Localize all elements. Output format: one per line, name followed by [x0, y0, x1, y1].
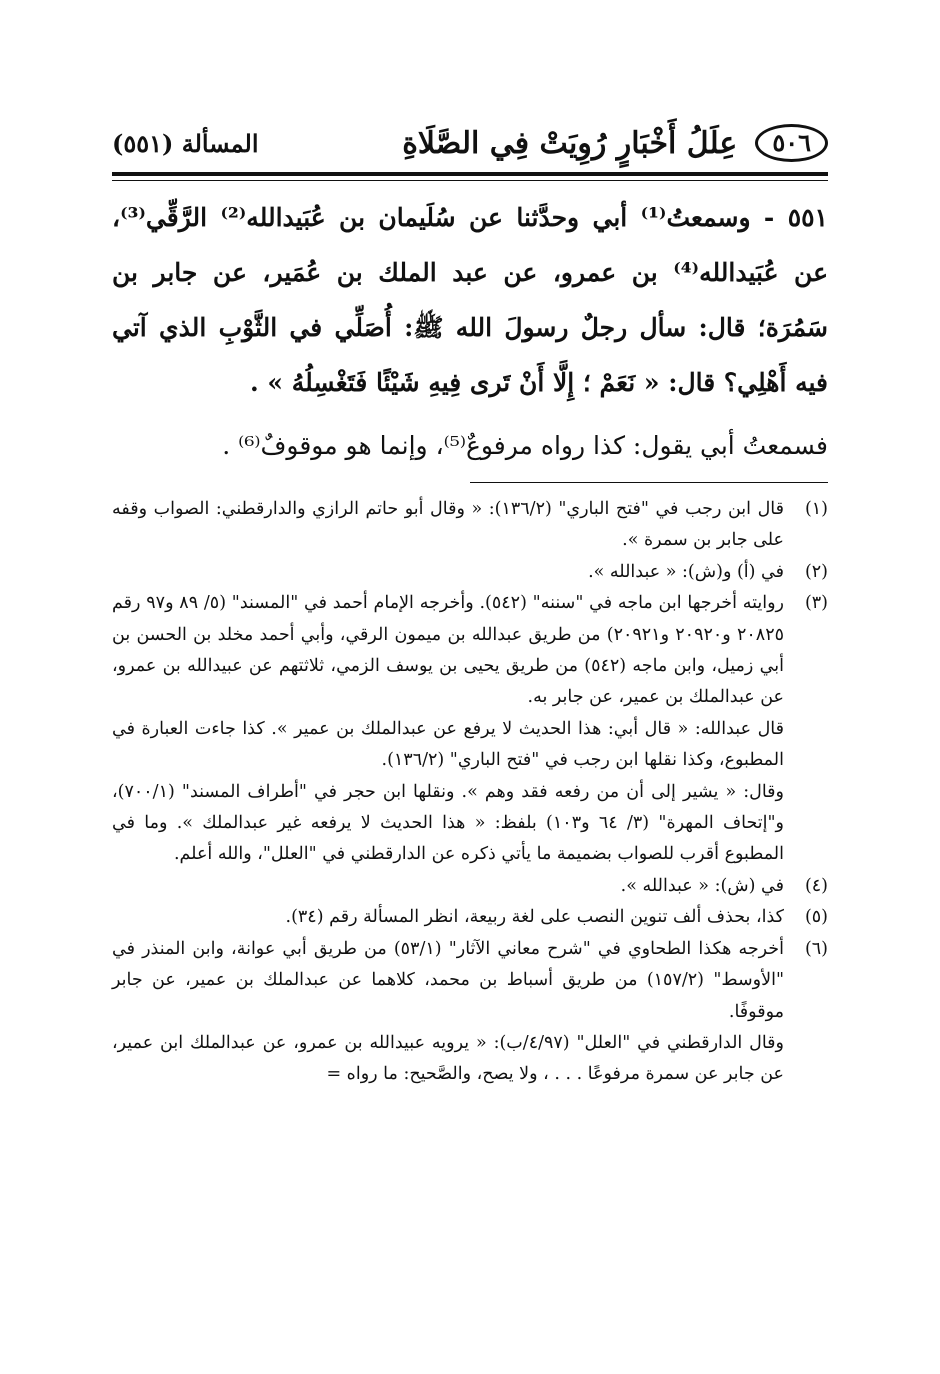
footnote-number: (٦): [804, 938, 828, 959]
footnote-number: (١): [804, 499, 828, 519]
footnote-text: في (ش): « عبدالله ».: [620, 875, 784, 896]
footnote-body: [112, 588, 784, 871]
footnote-6: [112, 934, 828, 1091]
book-title: عِلَلُ أَخْبَارٍ رُوِيَتْ فِي الصَّلَاةِ: [402, 125, 738, 161]
main-paragraph-1: ٥٥١ - وسمعتُ⁽¹⁾ أبي وحدَّثنا عن سُلَيمان بن عُبَيدالله⁽²⁾ الرَّقِّي⁽³⁾، عن عُبَيدالله⁽⁴⁾ بن عمرو، عن عبد الملك بن عُمَير، عن جابر بن سَمُرَة؛ قال: سأل رجلٌ رسولَ الله ﷺ: أُصَلِّي في الثَّوْبِ الذي آتي فيه أَهْلِي؟ قال: « نَعَمْ ؛ إِلَّا أَنْ تَرى فِيهِ شَيْئًا فَتَغْسِلُهُ » .: [112, 203, 828, 397]
footnote-text: وقال: « يشير إلى أن من رفعه فقد وهم ». ونقلها ابن حجر في "أطراف المسند" (٧٠٠/١)، و"إتحاف المهرة" (٣/ ٦٤ و١٠٣) بلفظ: « هذا الحديث لا يرفعه غير عبدالملك ». وما في المطبوع أقرب للصواب بضميمة ما يأتي ذكره عن الدارقطني في "العلل"، والله أعلم.: [112, 781, 784, 865]
footnote-4: [112, 871, 828, 902]
page-header: [112, 118, 828, 168]
footnote-text: كذا، بحذف ألف تنوين النصب على لغة ربيعة، انظر المسألة رقم (٣٤).: [285, 907, 784, 928]
footnote-text: روايته أخرجها ابن ماجه في "سننه" (٥٤٢). وأخرجه الإمام أحمد في "المسند" (٥/ ٨٩ و٩٧ رقم ٢٠٨٢٥ و٢٠٩٢٠ و٢٠٩٢١) من طريق عبدالله بن ميمون الرقي، وأبي أحمد مخلد بن الحسن بن أبي زميل، وابن ماجه (٥٤٢) من طريق يحيى بن يوسف الزمي، ثلاثتهم عن عبيدالله بن عمرو، عن عبدالملك بن عمير، عن جابر به.: [112, 593, 785, 708]
main-paragraph-2: فسمعتُ أبي يقول: كذا رواه مرفوعٌ⁽⁵⁾، وإنما هو موقوفٌ⁽⁶⁾ .: [222, 431, 828, 460]
footnote-number: (٤): [804, 875, 828, 896]
footnote-number: (٥): [804, 907, 828, 928]
footnotes: [112, 494, 828, 1091]
header-divider-thin: [112, 180, 828, 181]
footnote-body: [112, 557, 784, 588]
header-divider-thick: [112, 172, 828, 176]
footnote-text: وقال الدارقطني في "العلل" (٤/٩٧/ب): « يرويه عبيدالله بن عمرو، عن عبدالملك ابن عمير، عن جابر عن سمرة مرفوعًا . . . ، ولا يصح، والصَّحيح: ما رواه =: [112, 1032, 784, 1085]
footnote-number: (٣): [804, 593, 828, 614]
footnote-3: [112, 588, 828, 871]
footnote-body: [112, 934, 784, 1091]
footnote-text: قال ابن رجب في "فتح الباري" (١٣٦/٢): « وقال أبو حاتم الرازي والدارقطني: الصواب وقفه على جابر بن سمرة ».: [112, 499, 784, 551]
footnote-body: [112, 494, 784, 557]
section-reference: المسألة (٥٥١): [112, 128, 259, 158]
footnote-2: [112, 557, 828, 588]
header-right-group: [402, 124, 828, 162]
footnote-number: (٢): [804, 561, 828, 582]
footnote-text: في (أ) و(ش): « عبدالله ».: [588, 561, 784, 582]
footnote-body: [112, 871, 784, 902]
page-number: ٥٠٦: [755, 124, 828, 162]
footnote-text: قال عبدالله: « قال أبي: هذا الحديث لا يرفع عن عبدالملك بن عمير ». كذا جاءت العبارة في المطبوع، وكذا نقلها ابن رجب في "فتح الباري" (١٣٦/٢).: [112, 718, 784, 771]
main-text: [112, 190, 828, 473]
footnote-1: [112, 494, 828, 557]
footnote-body: [112, 902, 784, 933]
footnote-divider: [470, 482, 828, 483]
footnote-5: [112, 902, 828, 933]
footnote-text: أخرجه هكذا الطحاوي في "شرح معاني الآثار" (٥٣/١) من طريق أبي عوانة، وابن المنذر في "الأوسط" (١٥٧/٢) من طريق أسباط بن محمد، كلاهما عن عبدالملك بن عمير، عن جابر موقوفًا.: [112, 938, 784, 1022]
